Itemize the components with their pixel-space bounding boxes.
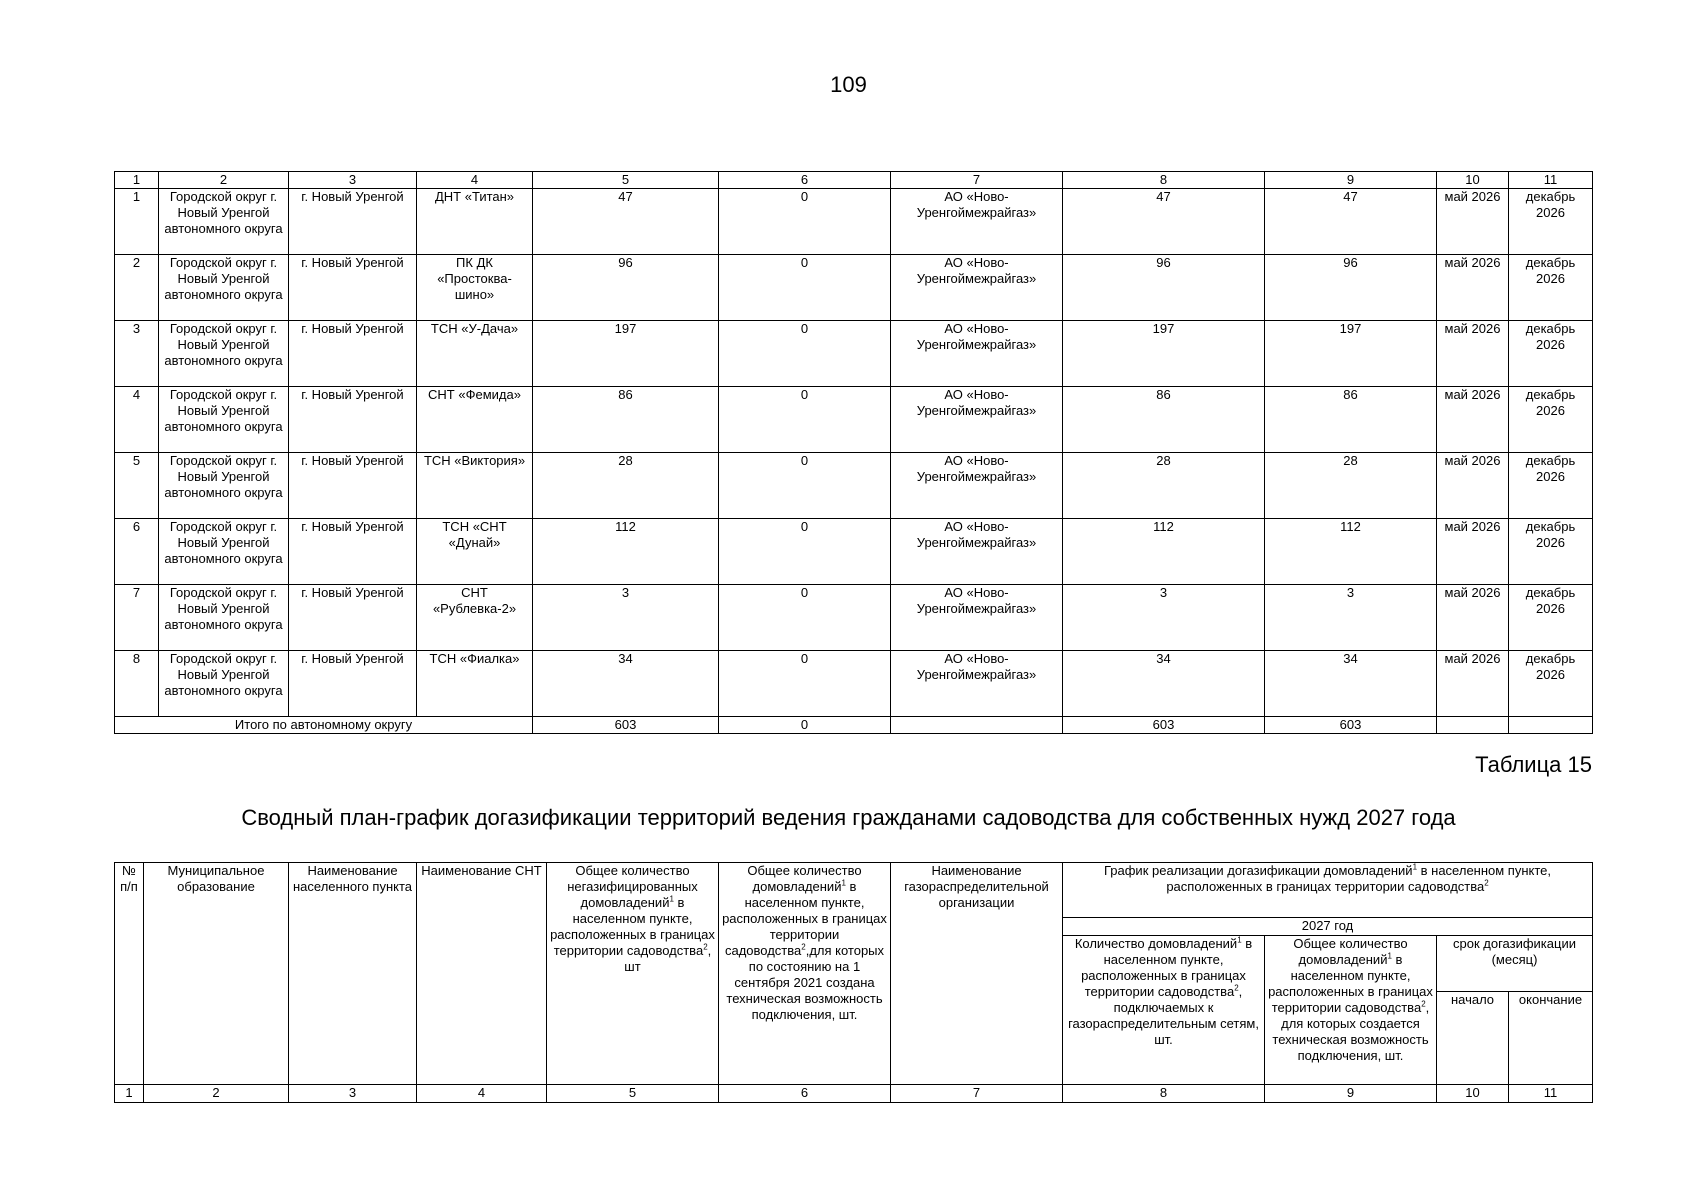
col-number: 6 — [719, 172, 891, 189]
header-c9 — [1265, 936, 1437, 1085]
h6-b: в населенном пункте, расположенных в границах территории садоводства — [722, 879, 887, 958]
cell-n: 1 — [115, 189, 159, 255]
footnote-2: 2 — [1484, 878, 1489, 888]
column-number-row — [115, 1085, 1593, 1103]
cell-end: декабрь 2026 — [1509, 189, 1593, 255]
footnote-1: 1 — [669, 894, 674, 904]
h5-a: Общее количество негазифицированных домовладений — [567, 863, 698, 910]
footnote-2: 2 — [703, 942, 708, 952]
header-c6 — [719, 863, 891, 1085]
cell-c6: 0 — [719, 189, 891, 255]
col-number: 7 — [891, 172, 1063, 189]
cell-org: АО «Ново-Уренгоймежрайгаз» — [891, 585, 1063, 651]
cell-c8: 86 — [1063, 387, 1265, 453]
header-year: 2027 год — [1063, 918, 1593, 936]
cell-end: декабрь 2026 — [1509, 453, 1593, 519]
col-number: 5 — [547, 1085, 719, 1103]
cell-city: г. Новый Уренгой — [289, 585, 417, 651]
cell-city: г. Новый Уренгой — [289, 519, 417, 585]
col-number: 2 — [144, 1085, 289, 1103]
col-number: 1 — [115, 172, 159, 189]
cell-snt: ТСН «СНТ «Дунай» — [417, 519, 533, 585]
cell-c6: 0 — [719, 651, 891, 717]
cell-c5: 112 — [533, 519, 719, 585]
col-number: 9 — [1265, 172, 1437, 189]
table-row — [115, 585, 1593, 651]
total-c9: 603 — [1265, 717, 1437, 734]
cell-c6: 0 — [719, 255, 891, 321]
cell-c9: 197 — [1265, 321, 1437, 387]
table-row — [115, 321, 1593, 387]
table-caption: Таблица 15 — [1475, 752, 1592, 777]
cell-n: 8 — [115, 651, 159, 717]
h9-a: Общее количество домовладений — [1293, 936, 1408, 967]
cell-c6: 0 — [719, 585, 891, 651]
cell-snt: ПК ДК «Простоква-шино» — [417, 255, 533, 321]
plan-table-2026-continuation — [114, 171, 1593, 734]
total-c10 — [1437, 717, 1509, 734]
cell-mun: Городской округ г. Новый Уренгой автономного округа — [159, 453, 289, 519]
cell-mun: Городской округ г. Новый Уренгой автономного округа — [159, 651, 289, 717]
footnote-2: 2 — [801, 942, 806, 952]
h6-a: Общее количество домовладений — [747, 863, 862, 894]
cell-n: 4 — [115, 387, 159, 453]
h6-c: ,для которых по состоянию на 1 сентября 2021 создана техническая возможность подключения, шт. — [726, 943, 885, 1022]
column-number-row — [115, 172, 1593, 189]
total-row — [115, 717, 1593, 734]
hg-a: График реализации догазификации домовладений — [1103, 863, 1413, 878]
header-num: № п/п — [115, 863, 144, 1085]
cell-start: май 2026 — [1437, 585, 1509, 651]
header-schedule-group — [1063, 863, 1593, 918]
cell-snt: ТСН «Виктория» — [417, 453, 533, 519]
col-number: 10 — [1437, 1085, 1509, 1103]
table-row — [115, 453, 1593, 519]
cell-n: 3 — [115, 321, 159, 387]
table-title: Сводный план-график догазификации территорий ведения гражданами садоводства для собственных нужд 2027 года — [241, 805, 1456, 830]
total-c7 — [891, 717, 1063, 734]
cell-city: г. Новый Уренгой — [289, 387, 417, 453]
col-number: 3 — [289, 1085, 417, 1103]
cell-start: май 2026 — [1437, 387, 1509, 453]
cell-start: май 2026 — [1437, 519, 1509, 585]
cell-start: май 2026 — [1437, 189, 1509, 255]
col-number: 2 — [159, 172, 289, 189]
h8-a: Количество домовладений — [1074, 936, 1238, 951]
cell-c8: 34 — [1063, 651, 1265, 717]
col-number: 7 — [891, 1085, 1063, 1103]
cell-end: декабрь 2026 — [1509, 387, 1593, 453]
header-end: окончание — [1509, 992, 1593, 1085]
header-c5 — [547, 863, 719, 1085]
header-snt: Наименование СНТ — [417, 863, 547, 1085]
cell-snt: ТСН «Фиалка» — [417, 651, 533, 717]
cell-org: АО «Ново-Уренгоймежрайгаз» — [891, 321, 1063, 387]
h9-b: в населенном пункте, расположенных в границах территории садоводства — [1268, 952, 1433, 1015]
cell-c8: 47 — [1063, 189, 1265, 255]
col-number: 3 — [289, 172, 417, 189]
cell-n: 5 — [115, 453, 159, 519]
col-number: 5 — [533, 172, 719, 189]
table-row — [115, 255, 1593, 321]
cell-city: г. Новый Уренгой — [289, 651, 417, 717]
cell-c8: 197 — [1063, 321, 1265, 387]
cell-mun: Городской округ г. Новый Уренгой автономного округа — [159, 519, 289, 585]
footnote-2: 2 — [1421, 999, 1426, 1009]
cell-snt: ДНТ «Титан» — [417, 189, 533, 255]
cell-c9: 112 — [1265, 519, 1437, 585]
cell-c5: 197 — [533, 321, 719, 387]
footnote-2: 2 — [1234, 983, 1239, 993]
cell-c6: 0 — [719, 519, 891, 585]
header-settlement: Наименование населенного пункта — [289, 863, 417, 1085]
cell-org: АО «Ново-Уренгоймежрайгаз» — [891, 651, 1063, 717]
col-number: 9 — [1265, 1085, 1437, 1103]
cell-snt: СНТ «Рублевка-2» — [417, 585, 533, 651]
cell-n: 2 — [115, 255, 159, 321]
table-row — [115, 651, 1593, 717]
table-row — [115, 519, 1593, 585]
col-number: 8 — [1063, 172, 1265, 189]
header-municipality: Муниципальное образование — [144, 863, 289, 1085]
cell-city: г. Новый Уренгой — [289, 453, 417, 519]
cell-mun: Городской округ г. Новый Уренгой автономного округа — [159, 255, 289, 321]
cell-c6: 0 — [719, 387, 891, 453]
total-c11 — [1509, 717, 1593, 734]
plan-table-2027-header — [114, 862, 1593, 1103]
h5-b: в населенном пункте, расположенных в границах территории садоводства — [550, 895, 715, 958]
cell-n: 7 — [115, 585, 159, 651]
cell-c5: 3 — [533, 585, 719, 651]
col-number: 11 — [1509, 172, 1593, 189]
cell-c9: 86 — [1265, 387, 1437, 453]
cell-org: АО «Ново-Уренгоймежрайгаз» — [891, 255, 1063, 321]
total-label: Итого по автономному округу — [115, 717, 533, 734]
cell-org: АО «Ново-Уренгоймежрайгаз» — [891, 453, 1063, 519]
cell-c8: 3 — [1063, 585, 1265, 651]
hg-b: в населенном пункте, расположенных в границах территории садоводства — [1166, 863, 1552, 894]
cell-start: май 2026 — [1437, 321, 1509, 387]
cell-end: декабрь 2026 — [1509, 321, 1593, 387]
cell-c5: 86 — [533, 387, 719, 453]
cell-end: декабрь 2026 — [1509, 651, 1593, 717]
header-start: начало — [1437, 992, 1509, 1085]
cell-city: г. Новый Уренгой — [289, 255, 417, 321]
cell-c9: 34 — [1265, 651, 1437, 717]
cell-org: АО «Ново-Уренгоймежрайгаз» — [891, 189, 1063, 255]
h8-c: , подключаемых к газораспределительным сетям, шт. — [1068, 984, 1259, 1047]
col-number: 6 — [719, 1085, 891, 1103]
col-number: 4 — [417, 1085, 547, 1103]
table-row — [115, 387, 1593, 453]
footnote-1: 1 — [1237, 935, 1242, 945]
cell-snt: ТСН «У-Дача» — [417, 321, 533, 387]
cell-start: май 2026 — [1437, 255, 1509, 321]
cell-mun: Городской округ г. Новый Уренгой автономного округа — [159, 189, 289, 255]
cell-org: АО «Ново-Уренгоймежрайгаз» — [891, 519, 1063, 585]
h5-c: , шт — [624, 943, 712, 974]
cell-c9: 28 — [1265, 453, 1437, 519]
cell-c9: 96 — [1265, 255, 1437, 321]
cell-start: май 2026 — [1437, 453, 1509, 519]
col-number: 1 — [115, 1085, 144, 1103]
cell-n: 6 — [115, 519, 159, 585]
col-number: 4 — [417, 172, 533, 189]
total-c8: 603 — [1063, 717, 1265, 734]
cell-mun: Городской округ г. Новый Уренгой автономного округа — [159, 387, 289, 453]
cell-c5: 47 — [533, 189, 719, 255]
footnote-1: 1 — [841, 878, 846, 888]
col-number: 8 — [1063, 1085, 1265, 1103]
cell-snt: СНТ «Фемида» — [417, 387, 533, 453]
cell-c8: 112 — [1063, 519, 1265, 585]
cell-c5: 34 — [533, 651, 719, 717]
cell-c9: 3 — [1265, 585, 1437, 651]
cell-mun: Городской округ г. Новый Уренгой автономного округа — [159, 585, 289, 651]
page-number: 109 — [830, 72, 867, 97]
h9-c: , для которых создается техническая возможность подключения, шт. — [1272, 1000, 1430, 1063]
cell-city: г. Новый Уренгой — [289, 189, 417, 255]
header-c8 — [1063, 936, 1265, 1085]
cell-c9: 47 — [1265, 189, 1437, 255]
cell-c5: 28 — [533, 453, 719, 519]
footnote-1: 1 — [1387, 951, 1392, 961]
footnote-1: 1 — [1412, 862, 1418, 872]
cell-c6: 0 — [719, 321, 891, 387]
cell-city: г. Новый Уренгой — [289, 321, 417, 387]
cell-org: АО «Ново-Уренгоймежрайгаз» — [891, 387, 1063, 453]
cell-mun: Городской округ г. Новый Уренгой автономного округа — [159, 321, 289, 387]
col-number: 10 — [1437, 172, 1509, 189]
cell-end: декабрь 2026 — [1509, 585, 1593, 651]
cell-end: декабрь 2026 — [1509, 519, 1593, 585]
cell-start: май 2026 — [1437, 651, 1509, 717]
total-c6: 0 — [719, 717, 891, 734]
h8-b: в населенном пункте, расположенных в границах территории садоводства — [1081, 936, 1253, 999]
col-number: 11 — [1509, 1085, 1593, 1103]
cell-c8: 28 — [1063, 453, 1265, 519]
cell-end: декабрь 2026 — [1509, 255, 1593, 321]
cell-c8: 96 — [1063, 255, 1265, 321]
header-term: срок догазификации (месяц) — [1437, 936, 1593, 992]
header-gas-org: Наименование газораспределительной организации — [891, 863, 1063, 1085]
cell-c6: 0 — [719, 453, 891, 519]
cell-c5: 96 — [533, 255, 719, 321]
total-c5: 603 — [533, 717, 719, 734]
table-row — [115, 189, 1593, 255]
